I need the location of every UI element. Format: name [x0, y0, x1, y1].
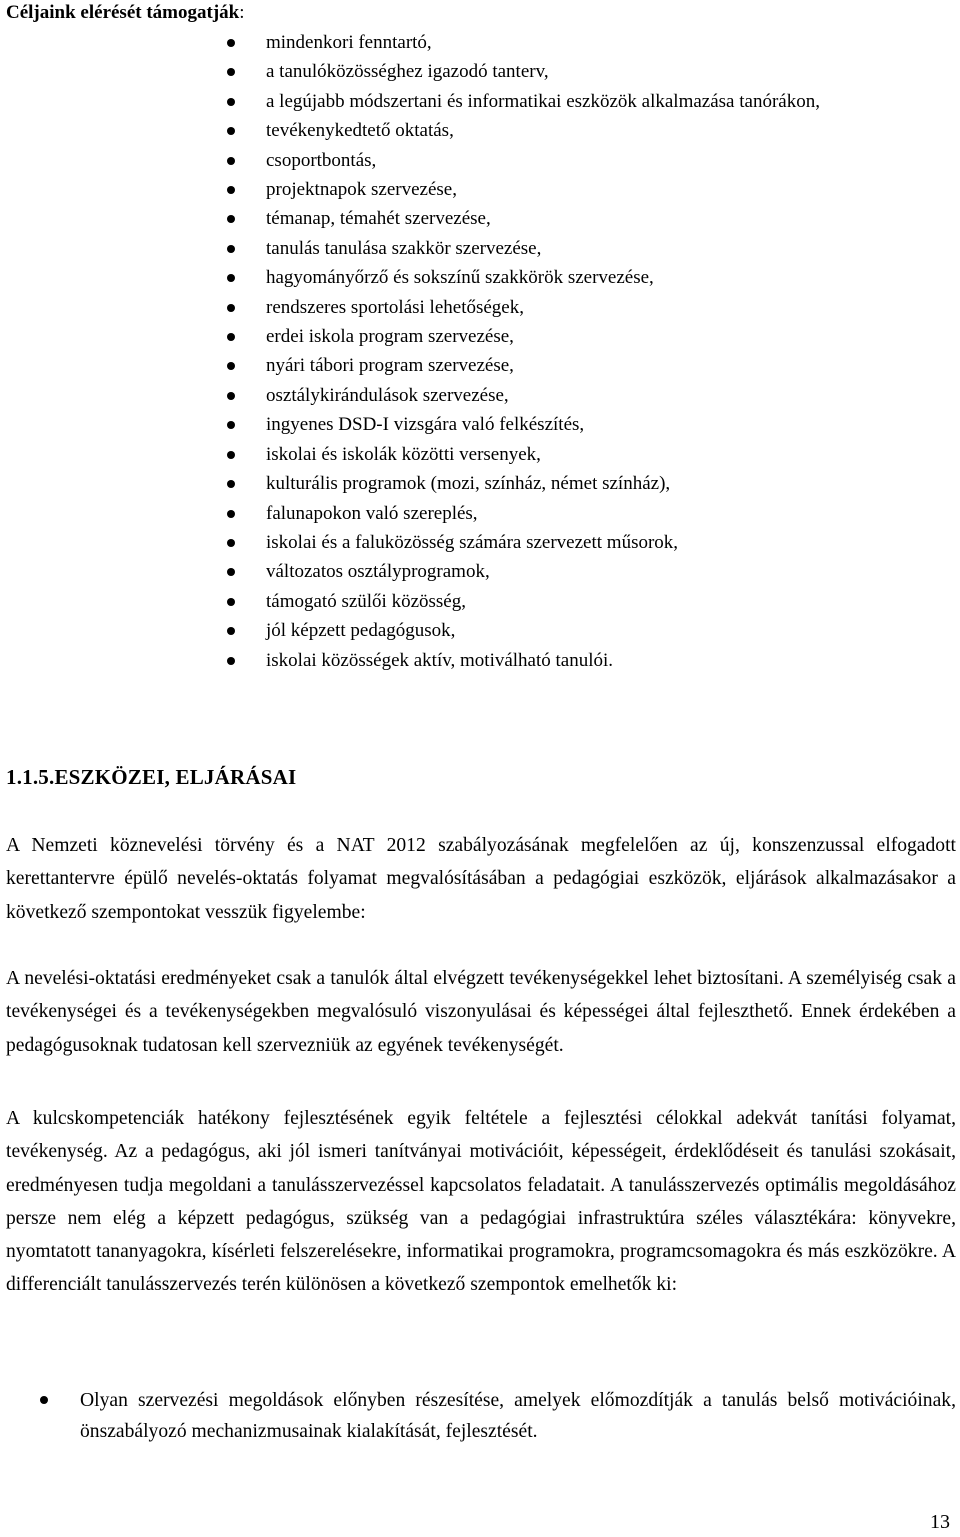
intro-line [6, 0, 245, 26]
list-item [0, 28, 960, 57]
list-item [0, 1385, 960, 1447]
criteria-list [0, 1385, 960, 1447]
bullet-icon [227, 480, 235, 488]
paragraph-3: A kulcskompetenciák hatékony fejlesztésének egyik feltétele a fejlesztési célokkal adekvát tanítási folyamat, tevékenység. Az a pedagógus, aki jól ismeri tanítványai motivációit, képességeit, érdeklődéseit és tanulási szokásait, eredményesen tudja megoldani a tanulásszervezéssel kapcsolatos feladatait. A tanulásszervezés optimális megoldásához persze nem elég a képzett pedagógus, szükség van a pedagógiai infrastruktúra széles választékára: könyvekre, nyomtatott tananyagokra, kísérleti felszerelésekre, informatikai programokra, programcsomagokra és más eszközökre. A differenciált tanulásszervezés terén különösen a következő szempontok emelhetők ki: [6, 1108, 956, 1296]
list-item [0, 87, 960, 116]
bullet-icon [227, 568, 235, 576]
intro-colon: : [239, 2, 245, 23]
list-item [0, 646, 960, 675]
list-item [0, 440, 960, 469]
list-item-text: hagyományőrző és sokszínű szakkörök szervezése, [266, 267, 654, 289]
list-item [0, 263, 960, 292]
list-item [0, 469, 960, 498]
bullet-icon [227, 274, 235, 282]
list-item-text: nyári tábori program szervezése, [266, 355, 514, 377]
list-item-text: kulturális programok (mozi, színház, német színház), [266, 473, 671, 495]
bullet-icon [227, 451, 235, 459]
list-item [0, 175, 960, 204]
list-item [0, 116, 960, 145]
paragraph-1: A Nemzeti köznevelési törvény és a NAT 2012 szabályozásának megfelelően az új, konszenzussal elfogadott kerettantervre épülő nevelés-oktatás folyamat megvalósításában a pedagógiai eszközök, eljárások alkalmazásakor a következő szempontokat vesszük figyelembe: [6, 835, 956, 923]
list-item-text: Olyan szervezési megoldások előnyben részesítése, amelyek előmozdítják a tanulás belső motivációinak, önszabályozó mechanizmusainak kialakítását, fejlesztését. [80, 1390, 956, 1442]
list-item [0, 410, 960, 439]
list-item-text: tanulás tanulása szakkör szervezése, [266, 237, 542, 259]
list-item-text: támogató szülői közösség, [266, 590, 466, 612]
list-item [0, 557, 960, 586]
list-item [0, 204, 960, 233]
bullet-icon [227, 362, 235, 370]
bullet-icon [40, 1396, 48, 1404]
list-item [0, 616, 960, 645]
list-item-text: projektnapok szervezése, [266, 179, 457, 201]
intro-label: Céljaink elérését támogatják [6, 2, 240, 23]
list-item-text: tevékenykedtető oktatás, [266, 120, 454, 142]
bullet-icon [227, 657, 235, 665]
bullet-icon [227, 598, 235, 606]
list-item-text: iskolai és iskolák közötti versenyek, [266, 443, 541, 465]
list-item [0, 293, 960, 322]
list-item-text: csoportbontás, [266, 149, 377, 171]
list-item-text: osztálykirándulások szervezése, [266, 384, 509, 406]
list-item [0, 381, 960, 410]
bullet-icon [227, 215, 235, 223]
bullet-icon [227, 98, 235, 106]
bullet-icon [227, 245, 235, 253]
bullet-icon [227, 186, 235, 194]
bullet-icon [227, 68, 235, 76]
list-item [0, 146, 960, 175]
list-item [0, 351, 960, 380]
list-item [0, 234, 960, 263]
list-item [0, 528, 960, 557]
bullet-icon [227, 333, 235, 341]
list-item-text: a tanulóközösséghez igazodó tanterv, [266, 61, 549, 83]
bullet-icon [227, 539, 235, 547]
list-item-text: mindenkori fenntartó, [266, 32, 432, 53]
bullet-icon [227, 392, 235, 400]
list-item-text: erdei iskola program szervezése, [266, 326, 514, 348]
list-item [0, 587, 960, 616]
paragraph-2: A nevelési-oktatási eredményeket csak a tanulók által elvégzett tevékenységekkel lehet biztosítani. A személyiség csak a tevékenységei és a tevékenységekben megvalósuló viszonyulásai és képességei által fejleszthető. Ennek érdekében a pedagógusoknak tudatosan kell szervezniük az egyének tevékenységét. [6, 968, 956, 1056]
page-number: 13 [930, 1511, 950, 1533]
bullet-icon [227, 304, 235, 312]
list-item-text: falunapokon való szereplés, [266, 502, 478, 524]
bullet-icon [227, 627, 235, 635]
list-item [0, 57, 960, 86]
bullet-icon [227, 421, 235, 429]
list-item [0, 499, 960, 528]
list-item-text: rendszeres sportolási lehetőségek, [266, 296, 524, 318]
bullet-icon [227, 157, 235, 165]
bullet-icon [227, 127, 235, 135]
list-item-text: jól képzett pedagógusok, [266, 620, 456, 642]
list-item-text: változatos osztályprogramok, [266, 561, 490, 583]
bullet-icon [227, 39, 235, 47]
list-item [0, 322, 960, 351]
bullet-icon [227, 510, 235, 518]
list-item-text: iskolai közösségek aktív, motiválható tanulói. [266, 649, 614, 671]
list-item-text: ingyenes DSD-I vizsgára való felkészítés, [266, 414, 585, 436]
list-item-text: iskolai és a faluközösség számára szervezett műsorok, [266, 531, 679, 553]
section-heading: 1.1.5.ESZKÖZEI, ELJÁRÁSAI [6, 765, 297, 789]
list-item-text: a legújabb módszertani és informatikai eszközök alkalmazása tanórákon, [266, 90, 820, 112]
list-item-text: témanap, témahét szervezése, [266, 208, 491, 230]
goals-list [0, 28, 960, 675]
